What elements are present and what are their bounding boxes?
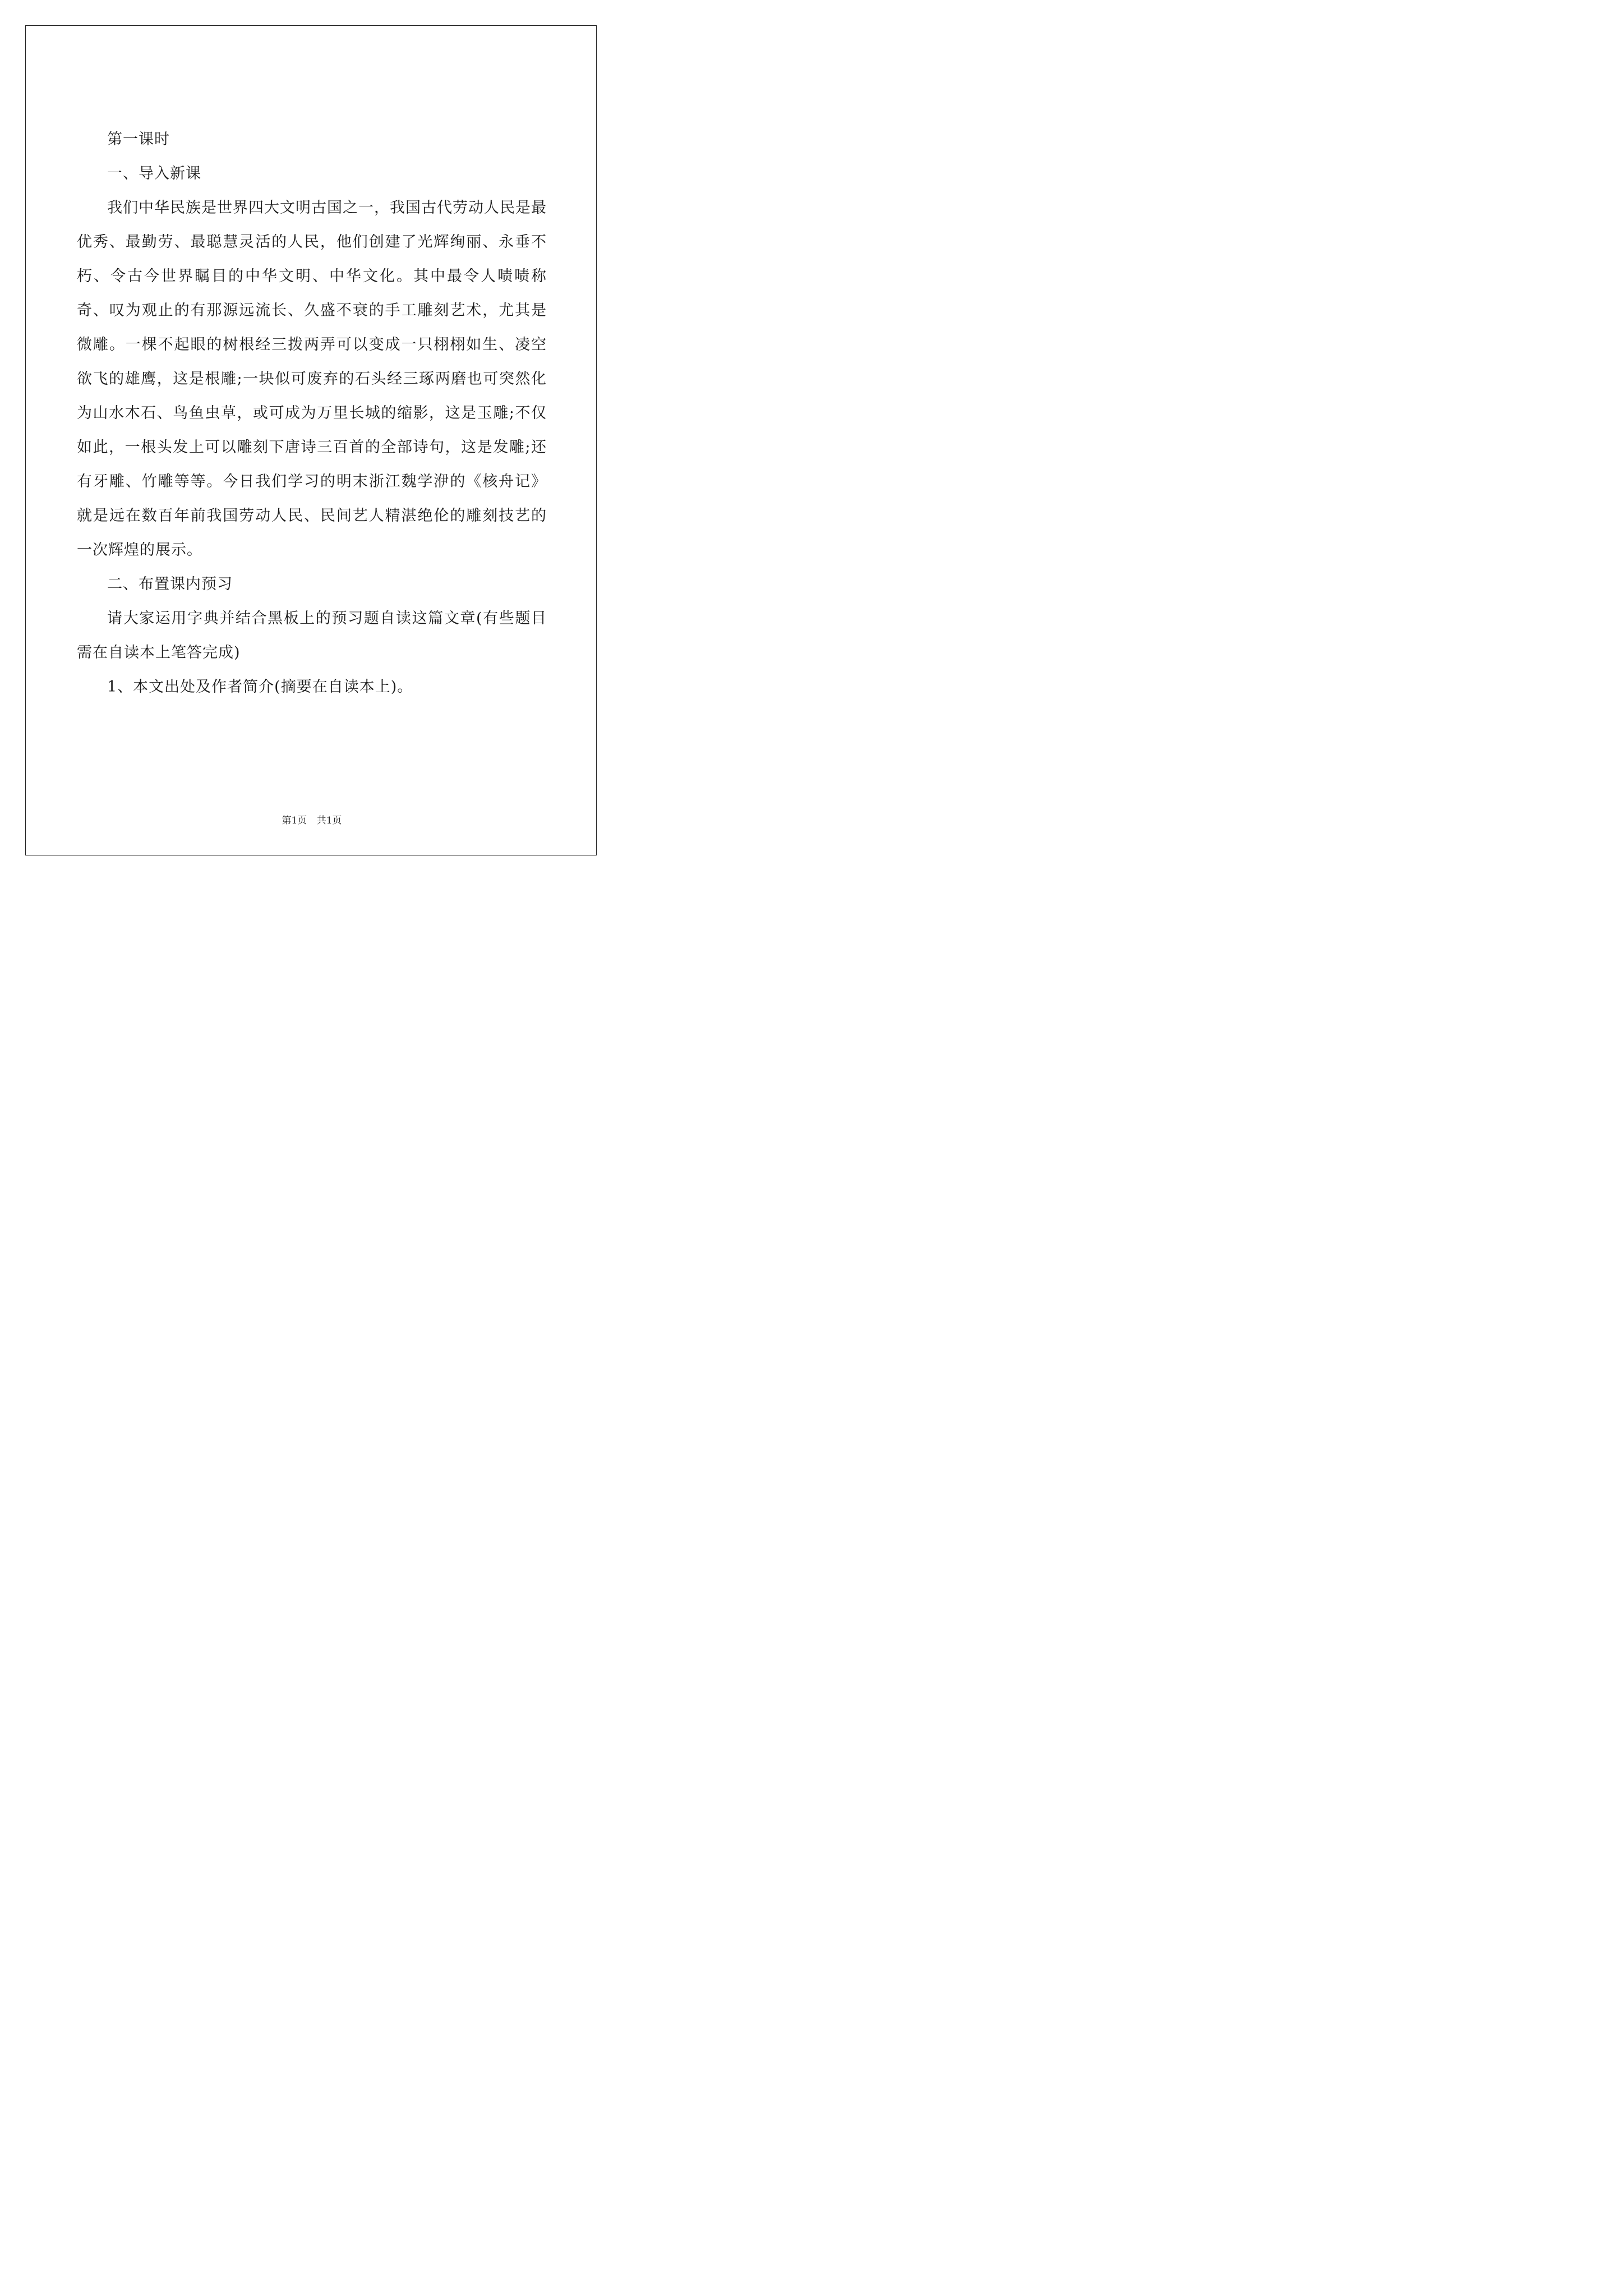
page-number: 第1页 — [282, 815, 307, 826]
section-heading-preview: 二、布置课内预习 — [107, 576, 233, 593]
preview-paragraph: 请大家运用字典并结合黑板上的预习题自读这篇文章(有些题目需在自读本上笔答完成) — [77, 610, 547, 661]
page-footer — [0, 812, 624, 826]
page-total: 共1页 — [316, 815, 342, 826]
document-body — [77, 122, 547, 704]
section-heading-intro: 一、导入新课 — [107, 165, 201, 182]
preview-item-1: 1、本文出处及作者简介(摘要在自读本上)。 — [107, 678, 413, 696]
section-heading-lesson: 第一课时 — [107, 131, 170, 148]
intro-paragraph: 我们中华民族是世界四大文明古国之一，我国古代劳动人民是最优秀、最勤劳、最聪慧灵活的人民，他们创建了光辉绚丽、永垂不朽、令古今世界瞩目的中华文明、中华文化。其中最令人啧啧称奇、叹为观止的有那源远流长、久盛不衰的手工雕刻艺术，尤其是微雕。一棵不起眼的树根经三拨两弄可以变成一只栩栩如生、凌空欲飞的雄鹰，这是根雕;一块似可废弃的石头经三琢两磨也可突然化为山水木石、鸟鱼虫草，或可成为万里长城的缩影，这是玉雕;不仅如此，一根头发上可以雕刻下唐诗三百首的全部诗句，这是发雕;还有牙雕、竹雕等等。今日我们学习的明末浙江魏学洢的《核舟记》就是远在数百年前我国劳动人民、民间艺人精湛绝伦的雕刻技艺的一次辉煌的展示。 — [77, 199, 547, 559]
